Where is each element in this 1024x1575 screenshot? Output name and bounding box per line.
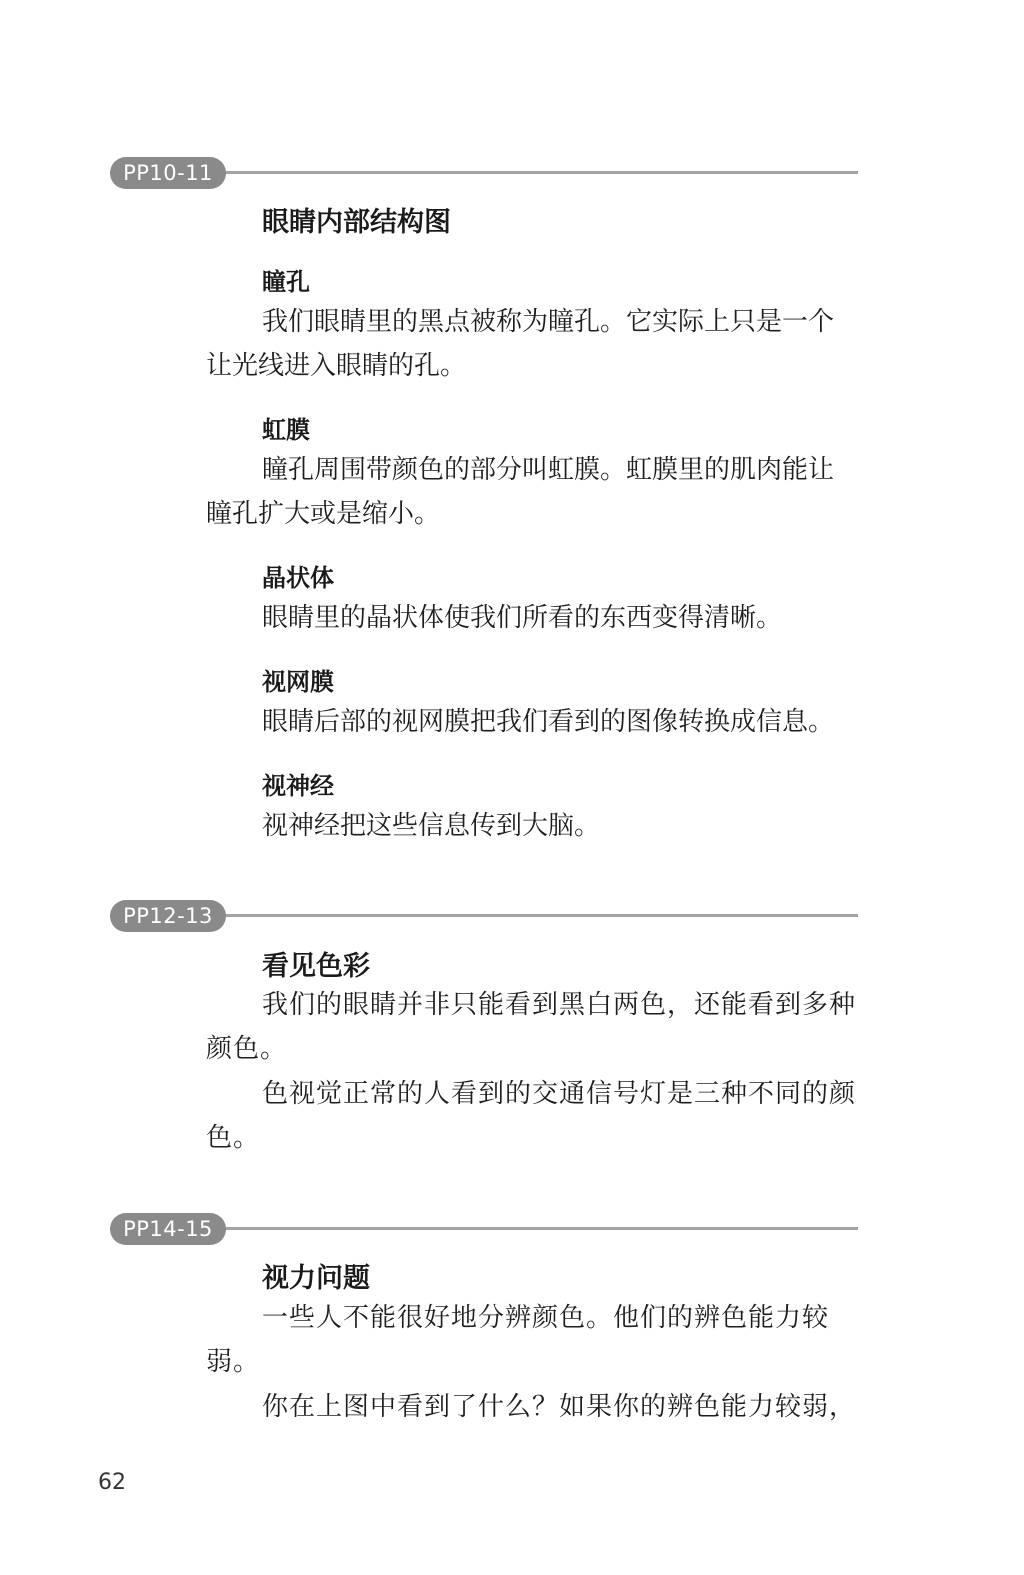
page-reference-tag: PP12-13	[110, 900, 226, 932]
section-header	[110, 900, 858, 932]
entry-text: 眼睛后部的视网膜把我们看到的图像转换成信息。	[262, 707, 835, 737]
section-header	[110, 1213, 858, 1245]
body-paragraph: 色视觉正常的人看到的交通信号灯是三种不同的颜色。	[206, 1079, 857, 1153]
entry-heading: 瞳孔	[262, 267, 310, 296]
page-reference-tag: PP10-11	[110, 157, 226, 189]
section-divider	[210, 171, 858, 174]
entry-heading: 虹膜	[262, 415, 310, 444]
section-divider	[210, 1227, 858, 1230]
section-title: 看见色彩	[262, 951, 370, 982]
section-divider	[210, 914, 858, 917]
section-title: 眼睛内部结构图	[262, 207, 451, 238]
page-number: 62	[98, 1470, 126, 1495]
section-header	[110, 157, 858, 189]
entry-text: 眼睛里的晶状体使我们所看的东西变得清晰。	[262, 603, 783, 633]
page-reference-tag: PP14-15	[110, 1213, 226, 1245]
entry-text: 瞳孔周围带颜色的部分叫虹膜。虹膜里的肌肉能让瞳孔扩大或是缩小。	[206, 455, 835, 529]
entry-text: 视神经把这些信息传到大脑。	[262, 811, 601, 841]
entry-heading: 晶状体	[262, 563, 334, 592]
body-paragraph: 一些人不能很好地分辨颜色。他们的辨色能力较弱。	[206, 1303, 830, 1377]
entry-text: 我们眼睛里的黑点被称为瞳孔。它实际上只是一个让光线进入眼睛的孔。	[206, 307, 835, 381]
entry-heading: 视网膜	[262, 667, 334, 696]
body-paragraph: 你在上图中看到了什么？如果你的辨色能力较弱，	[262, 1392, 857, 1422]
body-paragraph: 我们的眼睛并非只能看到黑白两色，还能看到多种颜色。	[206, 990, 857, 1064]
entry-heading: 视神经	[262, 771, 334, 800]
section-title: 视力问题	[262, 1263, 370, 1294]
